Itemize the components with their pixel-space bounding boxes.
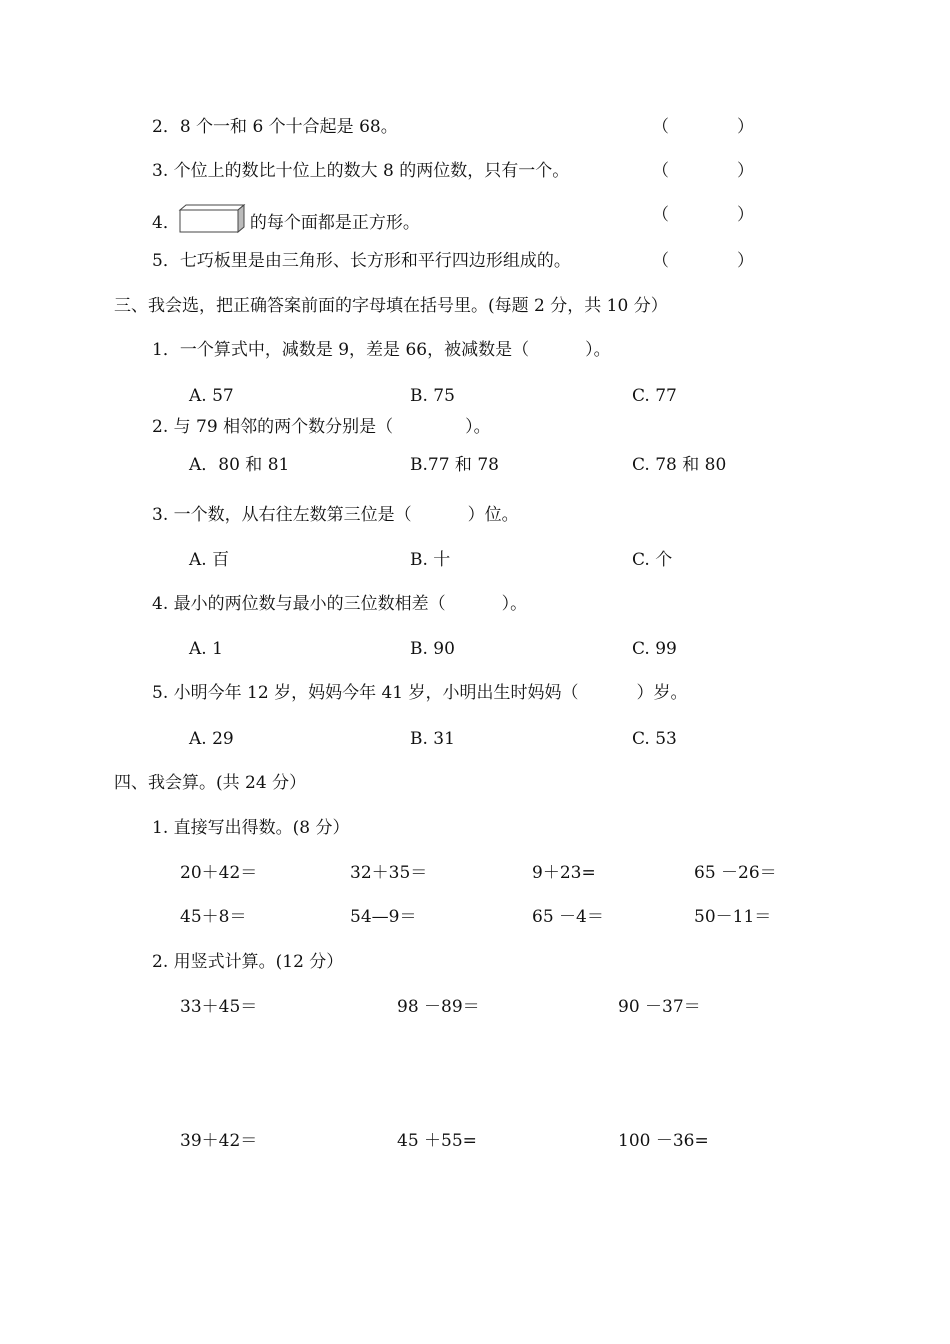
choice-question-4 — [152, 593, 527, 615]
question-text: 最小的两位数与最小的三位数相差（ — [173, 594, 446, 614]
judge-item-number: 5． — [152, 251, 180, 271]
option-a[interactable]: A. 29 — [189, 729, 234, 749]
section-4-heading: 四、我会算。(共 24 分） — [114, 773, 307, 793]
mental-calc-item: 32＋35＝ — [350, 863, 428, 883]
judge-item-text: 七巧板里是由三角形、长方形和平行四边形组成的。 — [179, 251, 571, 271]
question-text-end: ）。 — [585, 340, 611, 360]
part-1-title: 1. 直接写出得数。(8 分） — [152, 818, 350, 838]
option-b[interactable]: B.77 和 78 — [410, 455, 499, 475]
judge-item-number: 2． — [152, 117, 180, 137]
mental-calc-item: 65 －4＝ — [532, 907, 604, 927]
option-c[interactable]: C. 99 — [632, 639, 677, 659]
option-b[interactable]: B. 90 — [410, 639, 455, 659]
judge-item-2 — [152, 116, 398, 138]
choice-question-1 — [152, 339, 611, 361]
part-2-title: 2. 用竖式计算。(12 分） — [152, 952, 344, 972]
mental-calc-item: 9＋23= — [532, 863, 596, 883]
question-text: 与 79 相邻的两个数分别是（ — [173, 417, 394, 437]
vertical-calc-item: 100 －36= — [618, 1131, 709, 1151]
question-text-end: ）岁。 — [636, 683, 688, 703]
question-number: 5. — [152, 683, 174, 703]
option-b[interactable]: B. 75 — [410, 386, 455, 406]
answer-parentheses[interactable]: （ ） — [652, 117, 754, 137]
vertical-calc-item: 98 －89＝ — [397, 997, 480, 1017]
judge-item-number: 3. — [152, 161, 174, 181]
option-a[interactable]: A. 百 — [189, 550, 230, 570]
mental-calc-item: 54—9＝ — [350, 907, 417, 927]
answer-parentheses[interactable]: （ ） — [652, 251, 754, 271]
section-3-heading: 三、我会选，把正确答案前面的字母填在括号里。(每题 2 分，共 10 分） — [114, 296, 668, 316]
option-c[interactable]: C. 77 — [632, 386, 677, 406]
vertical-calc-item: 45 ＋55= — [397, 1131, 477, 1151]
judge-item-number: 4． — [152, 213, 180, 233]
question-text: 一个算式中，减数是 9，差是 66，被减数是（ — [179, 340, 530, 360]
mental-calc-item: 65 －26＝ — [694, 863, 777, 883]
option-c[interactable]: C. 53 — [632, 729, 677, 749]
judge-item-5 — [152, 250, 571, 272]
judge-item-3 — [152, 160, 569, 182]
choice-question-5 — [152, 682, 688, 704]
choice-question-3 — [152, 504, 519, 526]
judge-item-text: 个位上的数比十位上的数大 8 的两位数，只有一个。 — [173, 161, 570, 181]
cuboid-figure-icon — [178, 204, 246, 234]
mental-calc-item: 20＋42＝ — [180, 863, 258, 883]
question-text: 小明今年 12 岁，妈妈今年 41 岁，小明出生时妈妈（ — [173, 683, 579, 703]
option-b[interactable]: B. 31 — [410, 729, 455, 749]
option-c[interactable]: C. 个 — [632, 550, 673, 570]
option-c[interactable]: C. 78 和 80 — [632, 455, 727, 475]
question-number: 4. — [152, 594, 174, 614]
answer-parentheses[interactable]: （ ） — [652, 205, 754, 225]
question-text-end: ）。 — [465, 417, 491, 437]
question-number: 2. — [152, 417, 174, 437]
option-b[interactable]: B. 十 — [410, 550, 451, 570]
judge-item-text: 的每个面都是正方形。 — [249, 213, 420, 233]
question-text-end: ）位。 — [467, 505, 519, 525]
judge-item-text: 8 个一和 6 个十合起是 68。 — [179, 117, 398, 137]
question-number: 3. — [152, 505, 174, 525]
question-text-end: ）。 — [501, 594, 528, 614]
mental-calc-item: 50－11＝ — [694, 907, 772, 927]
question-text: 一个数，从右往左数第三位是（ — [173, 505, 412, 525]
choice-question-2 — [152, 416, 491, 438]
judge-item-4 — [152, 204, 420, 234]
option-a[interactable]: A. 57 — [189, 386, 234, 406]
question-number: 1． — [152, 340, 180, 360]
vertical-calc-item: 90 －37＝ — [618, 997, 701, 1017]
option-a[interactable]: A. 1 — [189, 639, 223, 659]
vertical-calc-item: 33＋45＝ — [180, 997, 258, 1017]
option-a[interactable]: A．80 和 81 — [189, 455, 290, 475]
vertical-calc-item: 39＋42＝ — [180, 1131, 258, 1151]
answer-parentheses[interactable]: （ ） — [652, 161, 754, 181]
mental-calc-item: 45＋8＝ — [180, 907, 247, 927]
